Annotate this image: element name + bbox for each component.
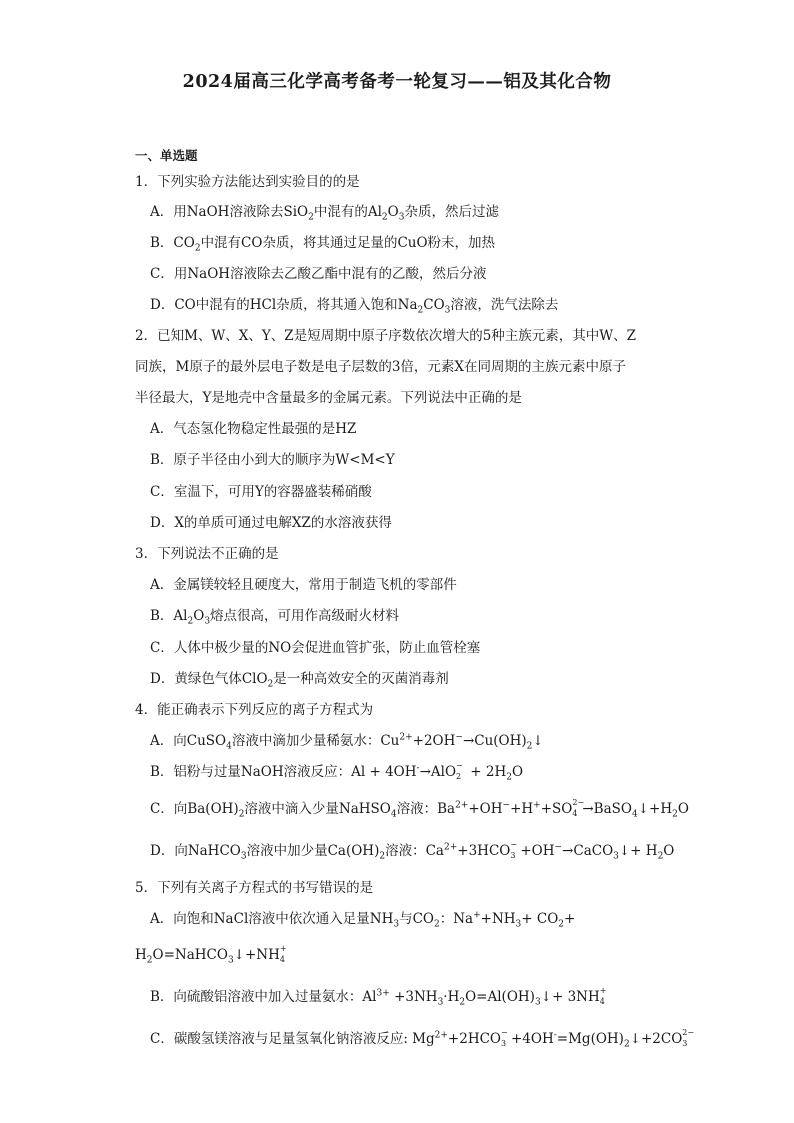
question-3-option-c: C．人体中极少量的NO会促进血管扩张，防止血管栓塞 — [150, 640, 481, 656]
question-5-option-b: B．向硫酸铝溶液中加入过量氨水：$Al^{3+}$ $+3NH_3\cdot H_2O=Al(OH)_3↓+ 3NH$ + 4 — [150, 985, 607, 1008]
question-3-option-b: B．$Al_2O_3$熔点很高，可用作高级耐火材料 — [150, 608, 400, 627]
question-1-stem: 1．下列实验方法能达到实验目的的是 — [135, 174, 360, 190]
question-2-option-d: D．X的单质可通过电解XZ的水溶液获得 — [150, 515, 392, 531]
question-3-option-a: A．金属镁较轻且硬度大，常用于制造飞机的零部件 — [150, 577, 457, 593]
question-5-stem: 5．下列有关离子方程式的书写错误的是 — [135, 880, 374, 896]
question-4-option-d: D．向NaHCO$_3$溶液中加少量$Ca(OH)_2$溶液：$Ca^{2+}+3HCO$ − 3 +OH−→CaCO$_3$↓+ $H_2O$ — [150, 839, 675, 862]
question-1-option-d: D．CO中混有的HCl杂质，将其通入饱和$Na_2CO_3$溶液，洗气法除去 — [150, 297, 559, 316]
question-2-stem-line-2: 同族，M原子的最外层电子数是电子层数的3倍，元素X在同周期的主族元素中原子 — [135, 359, 627, 375]
question-4-option-c: C．向$Ba(OH)_2$溶液中滴入少量NaHSO$_4$溶液：$Ba^{2+}+OH^-+H^++SO$ 2− 4 $\to BaSO_4↓+H_2O$ — [150, 797, 689, 820]
question-2-stem-line-1: 2．已知M、W、X、Y、Z是短周期中原子序数依次增大的5种主族元素，其中W、Z — [135, 328, 637, 344]
question-2-option-a: A．气态氢化物稳定性最强的是HZ — [150, 421, 357, 437]
question-5-option-c: C．碳酸氢镁溶液与足量氢氧化钠溶液反应: $Mg^{2+}+2HCO$ − 3 $+4OH^-=Mg(OH)_2↓+2CO$ 2− 3 — [150, 1027, 695, 1050]
question-1-option-a: A．用NaOH溶液除去SiO$_2$中混有的$Al_2O_3$杂质，然后过滤 — [150, 204, 499, 223]
question-4-option-b: B．铝粉与过量NaOH溶液反应：Al + 4OH-→AlO − 2 + $2H_2O$ — [150, 760, 524, 783]
question-5-option-a-line-2: $H_2O=NaHCO_3↓+NH$ + 4 — [135, 943, 287, 966]
question-1-option-b: B．$CO_2$中混有CO杂质，将其通过足量的CuO粉末，加热 — [150, 235, 496, 254]
question-2-option-b: B．原子半径由小到大的顺序为W<M<Y — [150, 452, 395, 468]
question-2-option-c: C．室温下，可用Y的容器盛装稀硝酸 — [150, 484, 372, 500]
question-4-stem: 4．能正确表示下列反应的离子方程式为 — [135, 702, 374, 718]
question-3-option-d: D．黄绿色气体ClO$_2$是一种高效安全的灭菌消毒剂 — [150, 671, 449, 690]
question-2-stem-line-3: 半径最大，Y是地壳中含量最多的金属元素。下列说法中正确的是 — [135, 390, 522, 406]
question-4-option-a: A．向CuSO$_4$溶液中滴加少量稀氨水：$Cu^{2+}+2OH^-\to Cu(OH)_2↓$ — [150, 732, 544, 752]
section-heading: 一、单选题 — [135, 148, 198, 163]
document-title: 2024届高三化学高考备考一轮复习——铝及其化合物 — [182, 72, 612, 92]
question-3-stem: 3．下列说法不正确的是 — [135, 546, 279, 562]
question-1-option-c: C．用NaOH溶液除去乙酸乙酯中混有的乙酸，然后分液 — [150, 266, 487, 282]
question-5-option-a-line-1: A．向饱和NaCl溶液中依次通入足量$NH_3$与$CO_2$：$Na^++NH_3+ CO_2+$ — [150, 910, 576, 930]
